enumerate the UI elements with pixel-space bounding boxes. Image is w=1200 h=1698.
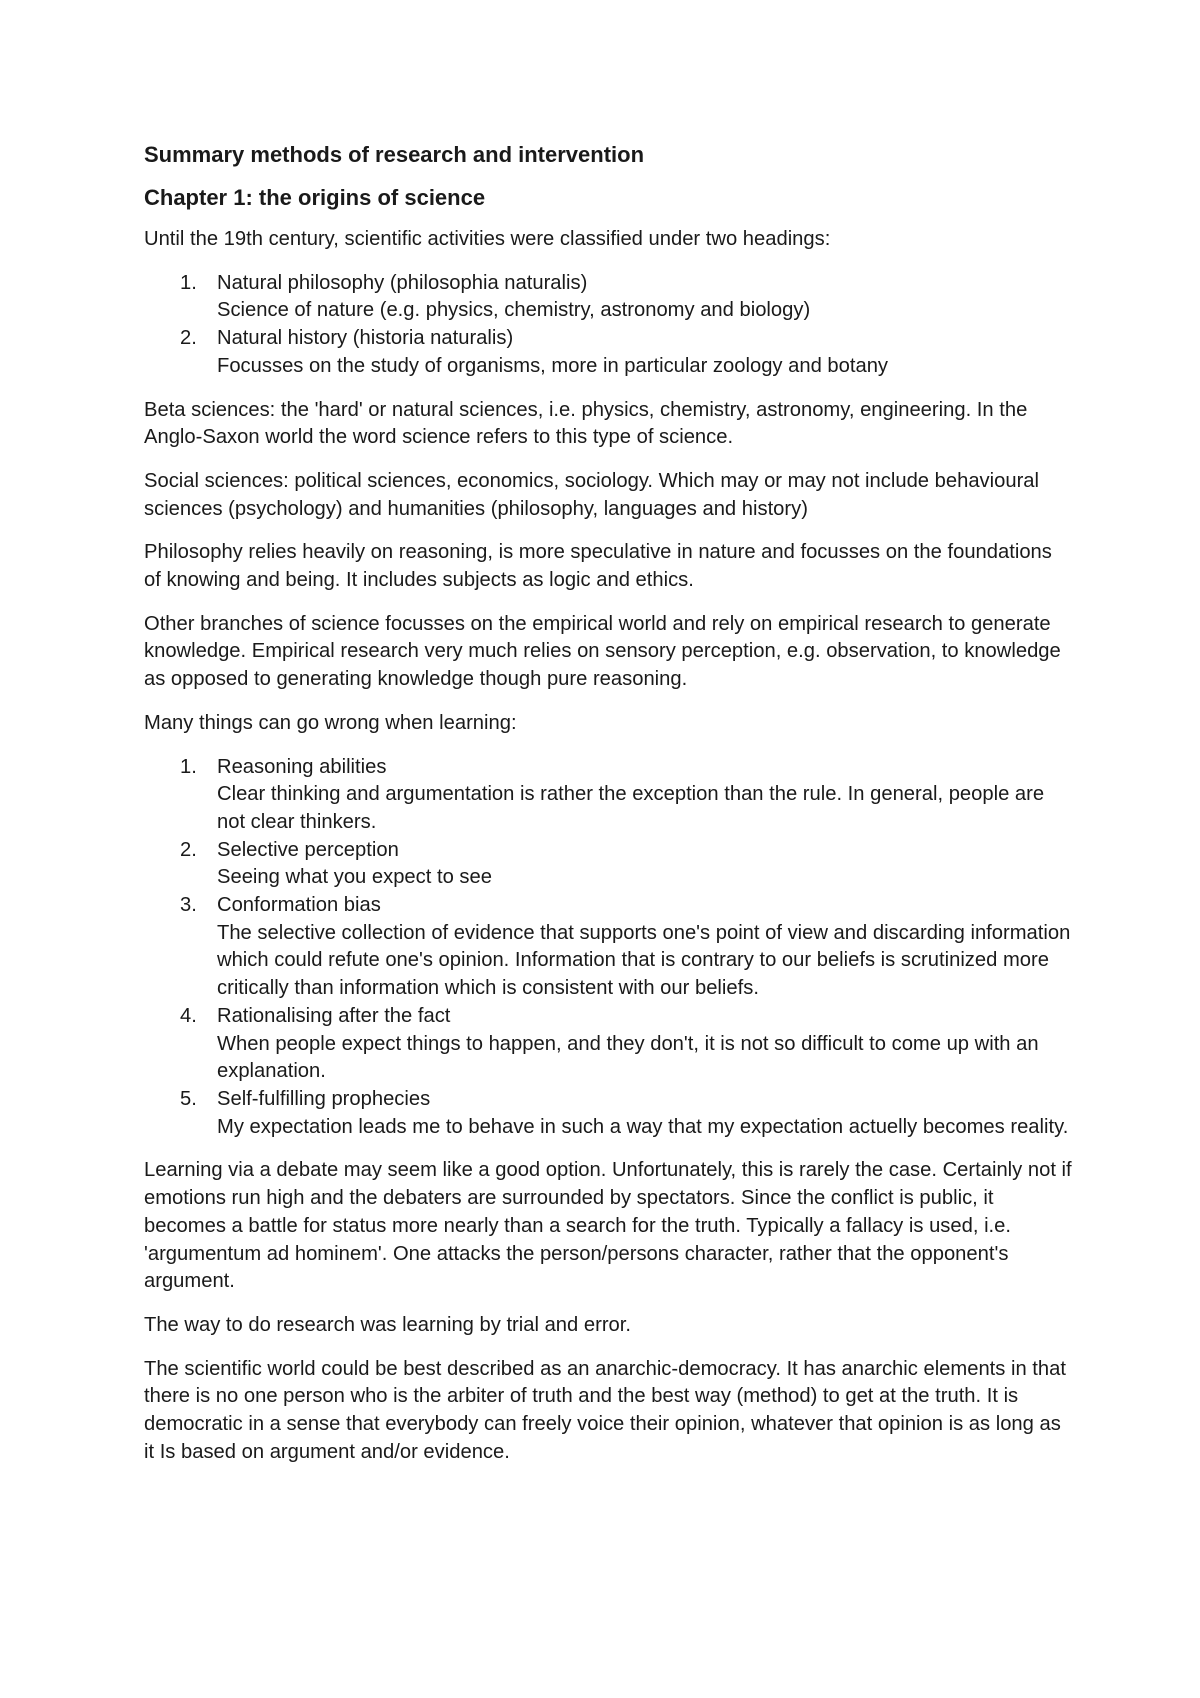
- learning-pitfalls-intro: Many things can go wrong when learning:: [144, 711, 517, 734]
- list-item-title: Reasoning abilities: [217, 755, 387, 778]
- list-item-description: The selective collection of evidence that supports one's point of view and discarding information which could refute one's opinion. Information that is contrary to our beliefs is scrutinized more critically than information which is consistent with our beliefs.: [217, 921, 1071, 1000]
- list-item: [144, 325, 1074, 380]
- list-number: 4.: [180, 1004, 197, 1027]
- list-item-title: Selective perception: [217, 838, 399, 861]
- social-sciences-paragraph: Social sciences: political sciences, economics, sociology. Which may or may not include behavioural sciences (psychology) and humanities (philosophy, languages and history): [144, 469, 1040, 520]
- document-page: [144, 140, 1074, 1482]
- empirical-paragraph: Other branches of science focusses on the empirical world and rely on empirical research to generate knowledge. Empirical research very much relies on sensory perception, e.g. observation, to knowledge as opposed to generating knowledge though pure reasoning.: [144, 612, 1061, 691]
- list-item-description: Focusses on the study of organisms, more in particular zoology and botany: [217, 354, 889, 377]
- chapter-heading: Chapter 1: the origins of science: [144, 185, 486, 210]
- document-title: Summary methods of research and intervention: [144, 142, 645, 167]
- list-item-description: Clear thinking and argumentation is rather the exception than the rule. In general, people are not clear thinkers.: [217, 783, 1045, 833]
- list-item: [144, 1086, 1074, 1141]
- list-item-title: Self-fulfilling prophecies: [217, 1087, 431, 1110]
- philosophy-paragraph: Philosophy relies heavily on reasoning, is more speculative in nature and focusses on the foundations of knowing and being. It includes subjects as logic and ethics.: [144, 541, 1052, 592]
- list-item: [144, 837, 1074, 892]
- list-item-description: When people expect things to happen, and they don't, it is not so difficult to come up with an explanation.: [217, 1032, 1039, 1083]
- list-item-description: Seeing what you expect to see: [217, 866, 492, 889]
- list-number: 3.: [180, 894, 197, 917]
- debate-paragraph: Learning via a debate may seem like a good option. Unfortunately, this is rarely the case. Certainly not if emotions run high and the debaters are surrounded by spectators. Since the conflict is public, it becomes a battle for status more nearly than a search for the truth. Typically a fallacy is used, i.e. 'argumentum ad hominem'. One attacks the person/persons character, rather that the opponent's argument.: [144, 1159, 1072, 1293]
- list-item: [144, 1003, 1074, 1086]
- list-item-description: Science of nature (e.g. physics, chemistry, astronomy and biology): [217, 299, 811, 322]
- intro-paragraph: Until the 19th century, scientific activities were classified under two headings:: [144, 228, 831, 250]
- list-number: 5.: [180, 1087, 197, 1110]
- list-item: [144, 892, 1074, 1003]
- list-number: 1.: [180, 271, 197, 294]
- list-number: 2.: [180, 838, 197, 861]
- trial-and-error-paragraph: The way to do research was learning by trial and error.: [144, 1313, 631, 1336]
- list-number: 2.: [180, 327, 197, 350]
- list-item-title: Natural philosophy (philosophia naturalis): [217, 271, 588, 294]
- list-number: 1.: [180, 755, 197, 778]
- list-item-title: Conformation bias: [217, 894, 381, 917]
- anarchic-democracy-paragraph: The scientific world could be best described as an anarchic-democracy. It has anarchic elements in that there is no one person who is the arbiter of truth and the best way (method) to get at the truth. It is democratic in a sense that everybody can freely voice their opinion, whatever that opinion is as long as it Is based on argument and/or evidence.: [144, 1357, 1066, 1463]
- list-item: [144, 270, 1074, 325]
- list-item-title: Natural history (historia naturalis): [217, 327, 514, 350]
- list-item: [144, 754, 1074, 837]
- list-item-title: Rationalising after the fact: [217, 1004, 451, 1027]
- learning-pitfalls-list: [144, 754, 1074, 1142]
- beta-sciences-paragraph: Beta sciences: the 'hard' or natural sciences, i.e. physics, chemistry, astronomy, engineering. In the Anglo-Saxon world the word science refers to this type of science.: [144, 398, 1028, 449]
- headings-list: [144, 270, 1074, 381]
- list-item-description: My expectation leads me to behave in such a way that my expectation actuelly becomes reality.: [217, 1115, 1069, 1138]
